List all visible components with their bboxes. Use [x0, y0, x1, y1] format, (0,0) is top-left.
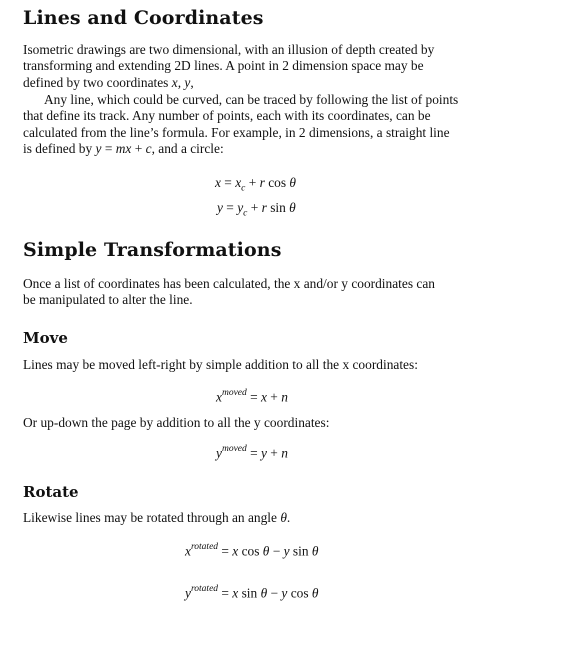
equation-move-y: $y^{moved} = y + n$: [216, 444, 288, 461]
equation-circle-y: $y = y_c + r$ sin θ: [217, 200, 296, 219]
move-para-1: Lines may be moved left-right by simple addition to all the x coordinates:: [23, 357, 418, 372]
equation-rotate-x: $x^{rotated} = x$ cos θ − y sin θ: [185, 542, 319, 559]
para1-line-3: defined by two coordinates x, y,: [23, 75, 194, 90]
rotate-para: Likewise lines may be rotated through an angle θ.: [23, 510, 291, 525]
heading-lines-and-coordinates: Lines and Coordinates: [23, 7, 264, 29]
para1-line-2: transforming and extending 2D lines. A point in 2 dimension space may be: [23, 58, 424, 73]
heading-move: Move: [23, 329, 68, 347]
heading-simple-transformations: Simple Transformations: [23, 239, 282, 261]
para2-line-1: Any line, which could be curved, can be traced by following the list of points: [44, 92, 459, 107]
para1-line-1: Isometric drawings are two dimensional, with an illusion of depth created by: [23, 42, 435, 57]
heading-rotate: Rotate: [23, 483, 79, 501]
para2-line-2: that define its track. Any number of points, each with its coordinates, can be: [23, 108, 431, 123]
para2-line-3: calculated from the line’s formula. For example, in 2 dimensions, a straight line: [23, 125, 450, 140]
para2-line-4: is defined by y = mx + c, and a circle:: [23, 141, 224, 156]
equation-circle-x: $x = x_c + r$ cos θ: [215, 175, 296, 194]
transform-para-line-2: be manipulated to alter the line.: [23, 292, 193, 307]
equation-rotate-y: $y^{rotated} = x$ sin θ − y cos θ: [185, 584, 319, 601]
equation-move-x: $x^{moved} = x + n$: [216, 388, 288, 405]
move-para-2: Or up-down the page by addition to all the y coordinates:: [23, 415, 330, 430]
transform-para-line-1: Once a list of coordinates has been calculated, the x and/or y coordinates can: [23, 276, 435, 291]
